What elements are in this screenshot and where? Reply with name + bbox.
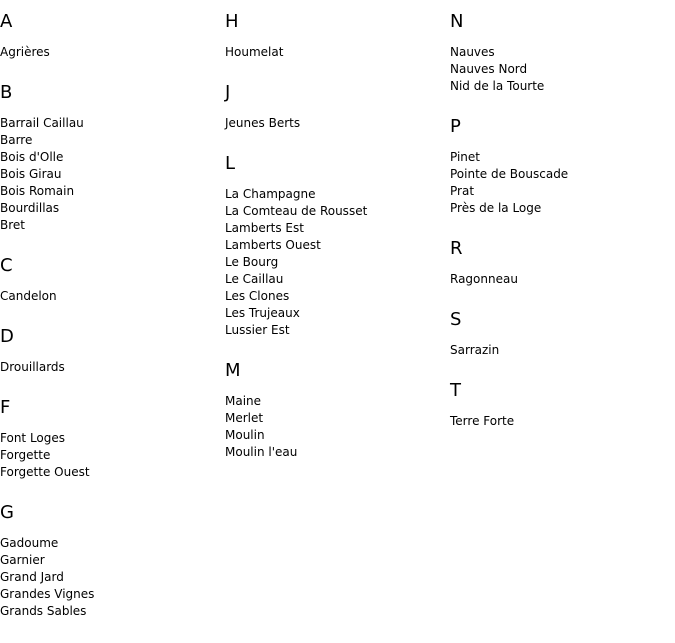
place-list [0,115,225,234]
place-link[interactable]: Lamberts Est [225,221,304,235]
letter-heading: N [450,11,464,32]
letter-group [450,115,675,217]
letter-heading: J [225,82,231,103]
letter-group [0,325,225,376]
place-list [0,430,225,481]
place-link[interactable]: Nid de la Tourte [450,79,545,93]
place-link[interactable]: Agrières [0,45,50,59]
place-link[interactable]: Le Caillau [225,272,284,286]
place-list [0,44,225,61]
place-link[interactable]: Prat [450,184,475,198]
place-list [450,149,675,217]
index-column [450,10,675,450]
place-link[interactable]: Drouillards [0,360,65,374]
place-link[interactable]: Garnier [0,553,45,567]
letter-group [225,359,450,461]
place-link[interactable]: Nauves Nord [450,62,528,76]
letter-heading: D [0,326,14,347]
place-link[interactable]: Grand Jard [0,570,64,584]
place-link[interactable]: Forgette Ouest [0,465,90,479]
place-list [450,271,675,288]
place-link[interactable]: Les Clones [225,289,290,303]
place-link[interactable]: Candelon [0,289,57,303]
place-link[interactable]: Ragonneau [450,272,518,286]
place-link[interactable]: Bois d'Olle [0,150,64,164]
place-list [225,393,450,461]
place-list [450,342,675,359]
place-link[interactable]: Près de la Loge [450,201,542,215]
place-link[interactable]: La Comteau de Rousset [225,204,368,218]
letter-group [450,10,675,95]
place-list [0,288,225,305]
letter-group [0,501,225,620]
place-link[interactable]: Font Loges [0,431,66,445]
place-link[interactable]: Pinet [450,150,480,164]
place-link[interactable]: Bois Romain [0,184,75,198]
place-link[interactable]: Nauves [450,45,495,59]
letter-group [0,396,225,481]
place-link[interactable]: Barrail Caillau [0,116,84,130]
place-link[interactable]: Jeunes Berts [225,116,301,130]
letter-group [0,254,225,305]
letter-heading: F [0,397,11,418]
place-link[interactable]: Maine [225,394,262,408]
letter-heading: H [225,11,239,32]
place-link[interactable]: Barre [0,133,33,147]
index-column [225,10,450,481]
place-list [450,413,675,430]
letter-heading: A [0,11,13,32]
letter-group [450,308,675,359]
letter-heading: G [0,502,14,523]
place-link[interactable]: Moulin l'eau [225,445,298,459]
place-link[interactable]: Bourdillas [0,201,60,215]
place-link[interactable]: La Champagne [225,187,316,201]
place-link[interactable]: Grandes Vignes [0,587,95,601]
place-link[interactable]: Gadoume [0,536,59,550]
place-link[interactable]: Bret [0,218,25,232]
place-list [225,186,450,339]
place-link[interactable]: Les Trujeaux [225,306,300,320]
letter-group [225,81,450,132]
place-link[interactable]: Lussier Est [225,323,290,337]
place-link[interactable]: Merlet [225,411,264,425]
place-list [225,115,450,132]
letter-heading: S [450,309,462,330]
letter-heading: P [450,116,461,137]
place-link[interactable]: Grands Sables [0,604,87,618]
place-link[interactable]: Moulin [225,428,265,442]
letter-group [225,10,450,61]
letter-heading: R [450,238,463,259]
place-link[interactable]: Pointe de Bouscade [450,167,569,181]
letter-heading: C [0,255,13,276]
index-column [0,10,225,640]
place-link[interactable]: Le Bourg [225,255,279,269]
letter-heading: T [450,380,461,401]
place-list [225,44,450,61]
letter-group [0,81,225,234]
place-link[interactable]: Bois Girau [0,167,62,181]
place-link[interactable]: Terre Forte [450,414,515,428]
place-list [0,359,225,376]
letter-group [0,10,225,61]
place-link[interactable]: Forgette [0,448,51,462]
letter-heading: M [225,360,241,381]
letter-group [450,237,675,288]
letter-heading: L [225,153,236,174]
place-link[interactable]: Sarrazin [450,343,500,357]
place-list [450,44,675,95]
place-link[interactable]: Lamberts Ouest [225,238,321,252]
letter-group [450,379,675,430]
letter-group [225,152,450,339]
place-list [0,535,225,620]
letter-heading: B [0,82,13,103]
place-link[interactable]: Houmelat [225,45,284,59]
